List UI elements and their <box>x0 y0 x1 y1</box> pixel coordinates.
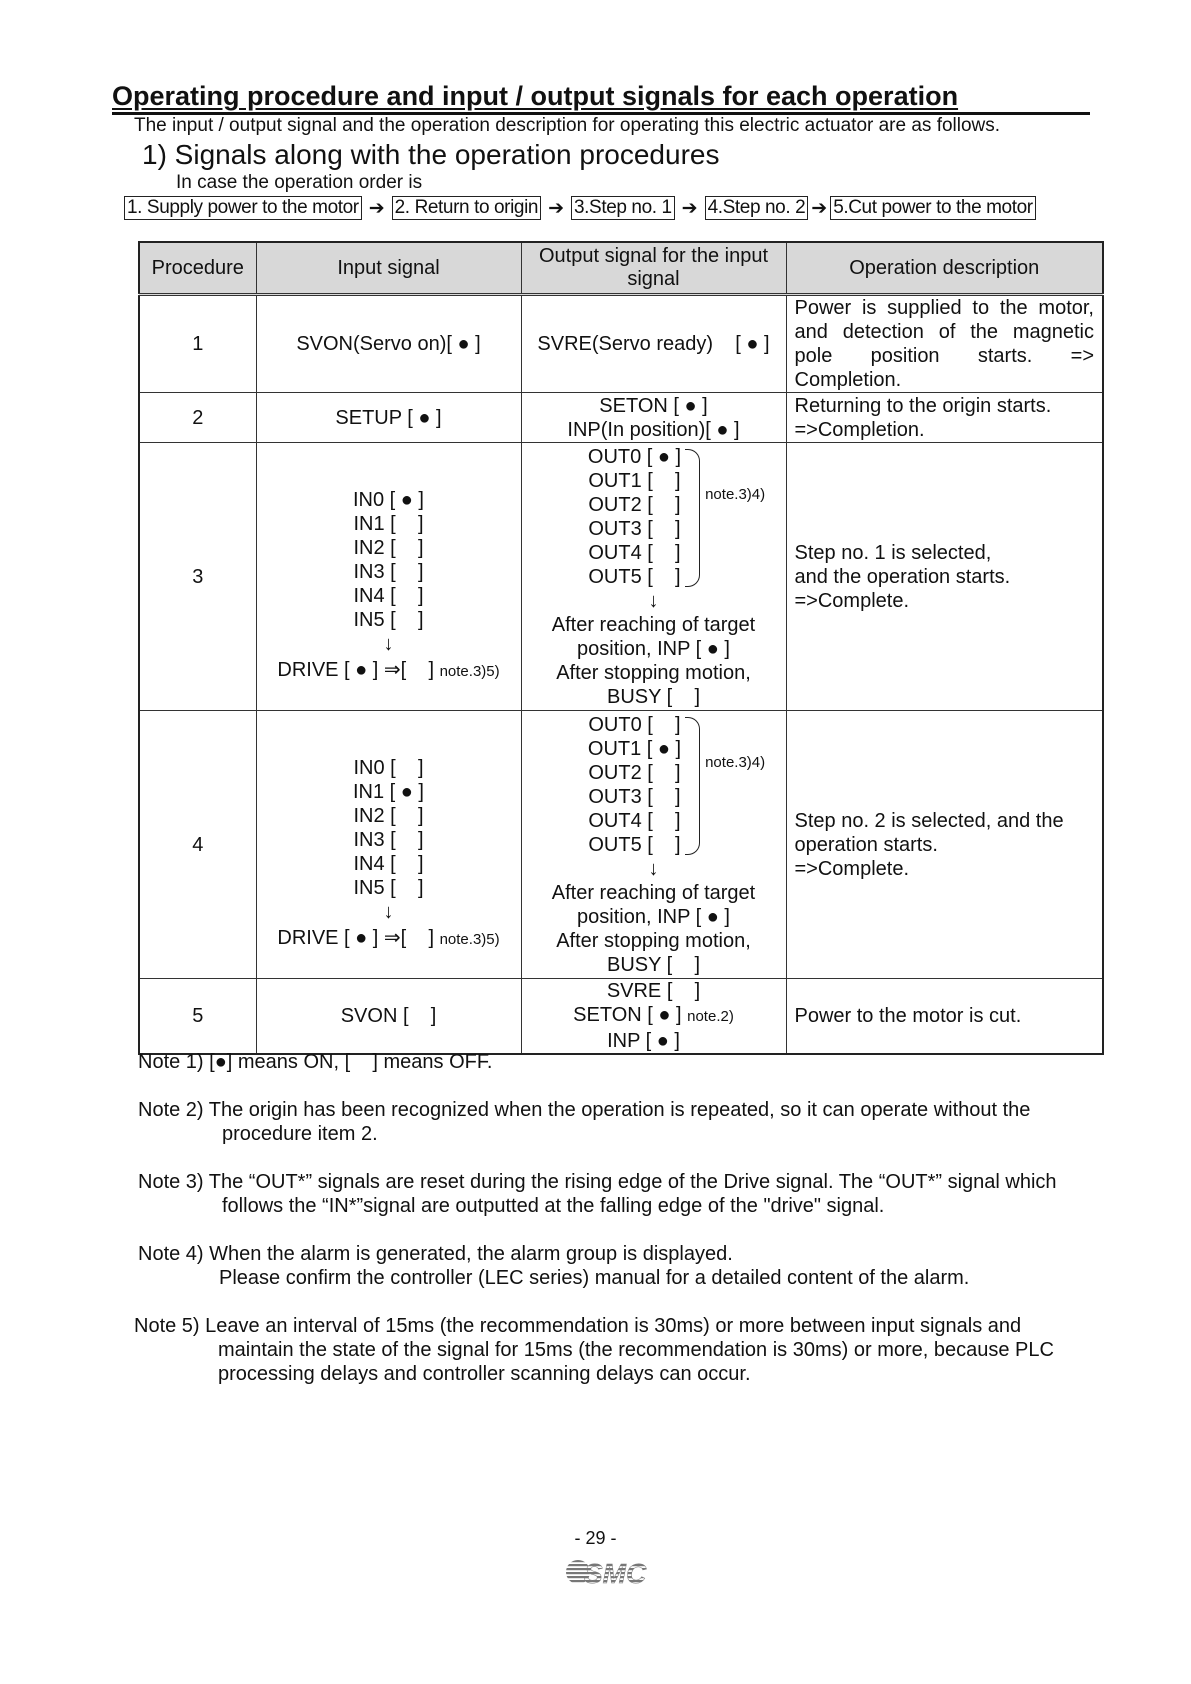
note-4-line: Note 4) When the alarm is generated, the alarm group is displayed. <box>138 1243 733 1265</box>
output-note: note.2) <box>687 1008 734 1025</box>
output-line: SVRE [ ] <box>606 980 701 1002</box>
input-cell <box>256 443 521 711</box>
output-cell <box>521 443 786 711</box>
output-line: SETON [ ● ] <box>599 394 708 417</box>
step-box-5: 5.Cut power to the motor <box>830 196 1036 220</box>
output-line: OUT4 [ ] <box>588 809 681 832</box>
desc-line: operation starts. <box>794 833 938 856</box>
output-text: SETON [ ● ] <box>573 1004 682 1026</box>
output-cell: SVRE(Servo ready) [ ● ] <box>521 295 786 393</box>
input-line: IN0 [ ● ] <box>353 488 424 511</box>
order-lead-text: In case the operation order is <box>176 172 423 193</box>
step-box-1: 1. Supply power to the motor <box>124 196 362 220</box>
desc-cell: Power is supplied to the motor, and detection of the magnetic pole position starts. => Completion. <box>786 295 1103 393</box>
note-5 <box>134 1314 1112 1386</box>
output-line: OUT2 [ ] <box>588 761 681 784</box>
input-line: IN2 [ ] <box>353 536 424 559</box>
desc-line: Step no. 2 is selected, and the <box>794 809 1064 832</box>
input-cell <box>256 711 521 979</box>
procedure-table <box>138 241 1104 1055</box>
desc-cell <box>786 711 1103 979</box>
note-3-line: Note 3) The “OUT*” signals are reset during the rising edge of the Drive signal. The “OUT*” signal which <box>138 1171 1057 1193</box>
output-line: OUT0 [ ] <box>588 713 681 736</box>
col-header-output: Output signal for the input signal <box>521 242 786 295</box>
arrow-right-icon: ➔ <box>811 197 828 219</box>
operation-order <box>124 195 1036 221</box>
note-4 <box>138 1242 1112 1290</box>
step-box-3: 3.Step no. 1 <box>571 196 675 220</box>
output-line: OUT5 [ ] <box>588 833 681 856</box>
brace-icon <box>685 449 700 587</box>
desc-line: =>Complete. <box>794 589 910 612</box>
output-line: INP(In position)[ ● ] <box>567 418 740 441</box>
note-5-line: Note 5) Leave an interval of 15ms (the recommendation is 30ms) or more between input signals and <box>134 1315 1022 1337</box>
input-cell: SVON(Servo on)[ ● ] <box>256 295 521 393</box>
drive-signal: DRIVE [ ● ] ⇒[ ] <box>277 926 435 949</box>
page-title: Operating procedure and input / output signals for each operation <box>112 80 1090 115</box>
input-line: IN5 [ ] <box>353 608 424 631</box>
col-header-procedure: Procedure <box>139 242 256 295</box>
desc-cell: Returning to the origin starts. =>Completion. <box>786 393 1103 443</box>
input-line: IN1 [ ] <box>353 512 424 535</box>
after-line: After stopping motion, <box>556 929 751 952</box>
after-line: After reaching of target <box>551 881 756 904</box>
note-2 <box>138 1098 1112 1146</box>
output-cell <box>521 979 786 1055</box>
note-3 <box>138 1170 1112 1218</box>
table-row <box>139 393 1103 443</box>
input-line: IN4 [ ] <box>353 852 424 875</box>
desc-line: and the operation starts. <box>794 565 1011 588</box>
input-line: IN5 [ ] <box>353 876 424 899</box>
input-cell: SETUP [ ● ] <box>256 393 521 443</box>
after-line: BUSY [ ] <box>607 685 700 708</box>
page-number: - 29 - <box>574 1528 617 1548</box>
note-2-line: Note 2) The origin has been recognized when the operation is repeated, so it can operate without the <box>138 1099 1031 1121</box>
desc-line: Step no. 1 is selected, <box>794 541 992 564</box>
table-header-row <box>139 242 1103 295</box>
proc-cell: 5 <box>139 979 256 1055</box>
col-header-input: Input signal <box>256 242 521 295</box>
note-5-line: maintain the state of the signal for 15ms (the recommendation is 30ms) or more, because PLC <box>218 1339 1054 1361</box>
output-line: OUT1 [ ● ] <box>587 737 682 760</box>
step-box-2: 2. Return to origin <box>392 196 541 220</box>
output-line: OUT0 [ ● ] <box>587 445 682 468</box>
note-5-line: processing delays and controller scanning delays can occur. <box>218 1363 751 1385</box>
proc-cell: 2 <box>139 393 256 443</box>
arrow-right-icon: ➔ <box>681 197 698 219</box>
down-arrow-icon: ↓ <box>648 857 659 880</box>
note-2-line: procedure item 2. <box>222 1123 378 1145</box>
smc-logo <box>564 1556 664 1588</box>
after-line: position, INP [ ● ] <box>577 637 730 660</box>
input-line: IN3 [ ] <box>353 828 424 851</box>
desc-cell <box>786 443 1103 711</box>
proc-cell: 1 <box>139 295 256 393</box>
svg-text:SMC: SMC <box>584 1558 647 1588</box>
note-4-line: Please confirm the controller (LEC series) manual for a detailed content of the alarm. <box>219 1267 970 1289</box>
note-1: Note 1) [●] means ON, [ ] means OFF. <box>138 1051 493 1073</box>
smc-logo-icon <box>564 1556 664 1588</box>
proc-cell: 3 <box>139 443 256 711</box>
after-line: BUSY [ ] <box>607 953 700 976</box>
table-row <box>139 979 1103 1055</box>
drive-note: note.3)5) <box>439 930 500 948</box>
output-cell <box>521 393 786 443</box>
notes-section <box>134 1050 1112 1386</box>
arrow-right-icon: ➔ <box>368 197 385 219</box>
output-line: OUT4 [ ] <box>588 541 681 564</box>
input-line: IN1 [ ● ] <box>353 780 424 803</box>
col-header-description: Operation description <box>786 242 1103 295</box>
table-row <box>139 711 1103 979</box>
output-line: OUT5 [ ] <box>588 565 681 588</box>
input-line: IN2 [ ] <box>353 804 424 827</box>
intro-text: The input / output signal and the operation description for operating this electric actuator are as follows. <box>134 115 1001 136</box>
input-line: IN4 [ ] <box>353 584 424 607</box>
output-line: INP [ ● ] <box>607 1030 680 1052</box>
desc-cell: Power to the motor is cut. <box>786 979 1103 1055</box>
output-cell <box>521 711 786 979</box>
step-box-4: 4.Step no. 2 <box>705 196 809 220</box>
down-arrow-icon: ↓ <box>383 900 394 923</box>
after-line: position, INP [ ● ] <box>577 905 730 928</box>
output-line <box>522 1003 786 1029</box>
desc-line: =>Complete. <box>794 857 910 880</box>
drive-signal: DRIVE [ ● ] ⇒[ ] <box>277 658 435 681</box>
note-3-line: follows the “IN*”signal are outputted at the falling edge of the "drive" signal. <box>222 1195 885 1217</box>
input-line: IN0 [ ] <box>353 756 424 779</box>
proc-cell: 4 <box>139 711 256 979</box>
arrow-right-icon: ➔ <box>548 197 564 219</box>
output-line: OUT3 [ ] <box>588 517 681 540</box>
after-line: After reaching of target <box>551 613 756 636</box>
section-heading: 1) Signals along with the operation procedures <box>142 139 720 170</box>
input-line: IN3 [ ] <box>353 560 424 583</box>
drive-note: note.3)5) <box>439 662 500 680</box>
table-row <box>139 295 1103 393</box>
table-row <box>139 443 1103 711</box>
output-line: OUT1 [ ] <box>588 469 681 492</box>
input-cell: SVON [ ] <box>256 979 521 1055</box>
brace-note: note.3)4) <box>705 753 766 771</box>
brace-note: note.3)4) <box>705 485 766 503</box>
output-line: OUT2 [ ] <box>588 493 681 516</box>
after-line: After stopping motion, <box>556 661 751 684</box>
down-arrow-icon: ↓ <box>383 632 394 655</box>
output-line: OUT3 [ ] <box>588 785 681 808</box>
brace-icon <box>685 717 700 855</box>
down-arrow-icon: ↓ <box>648 589 659 612</box>
